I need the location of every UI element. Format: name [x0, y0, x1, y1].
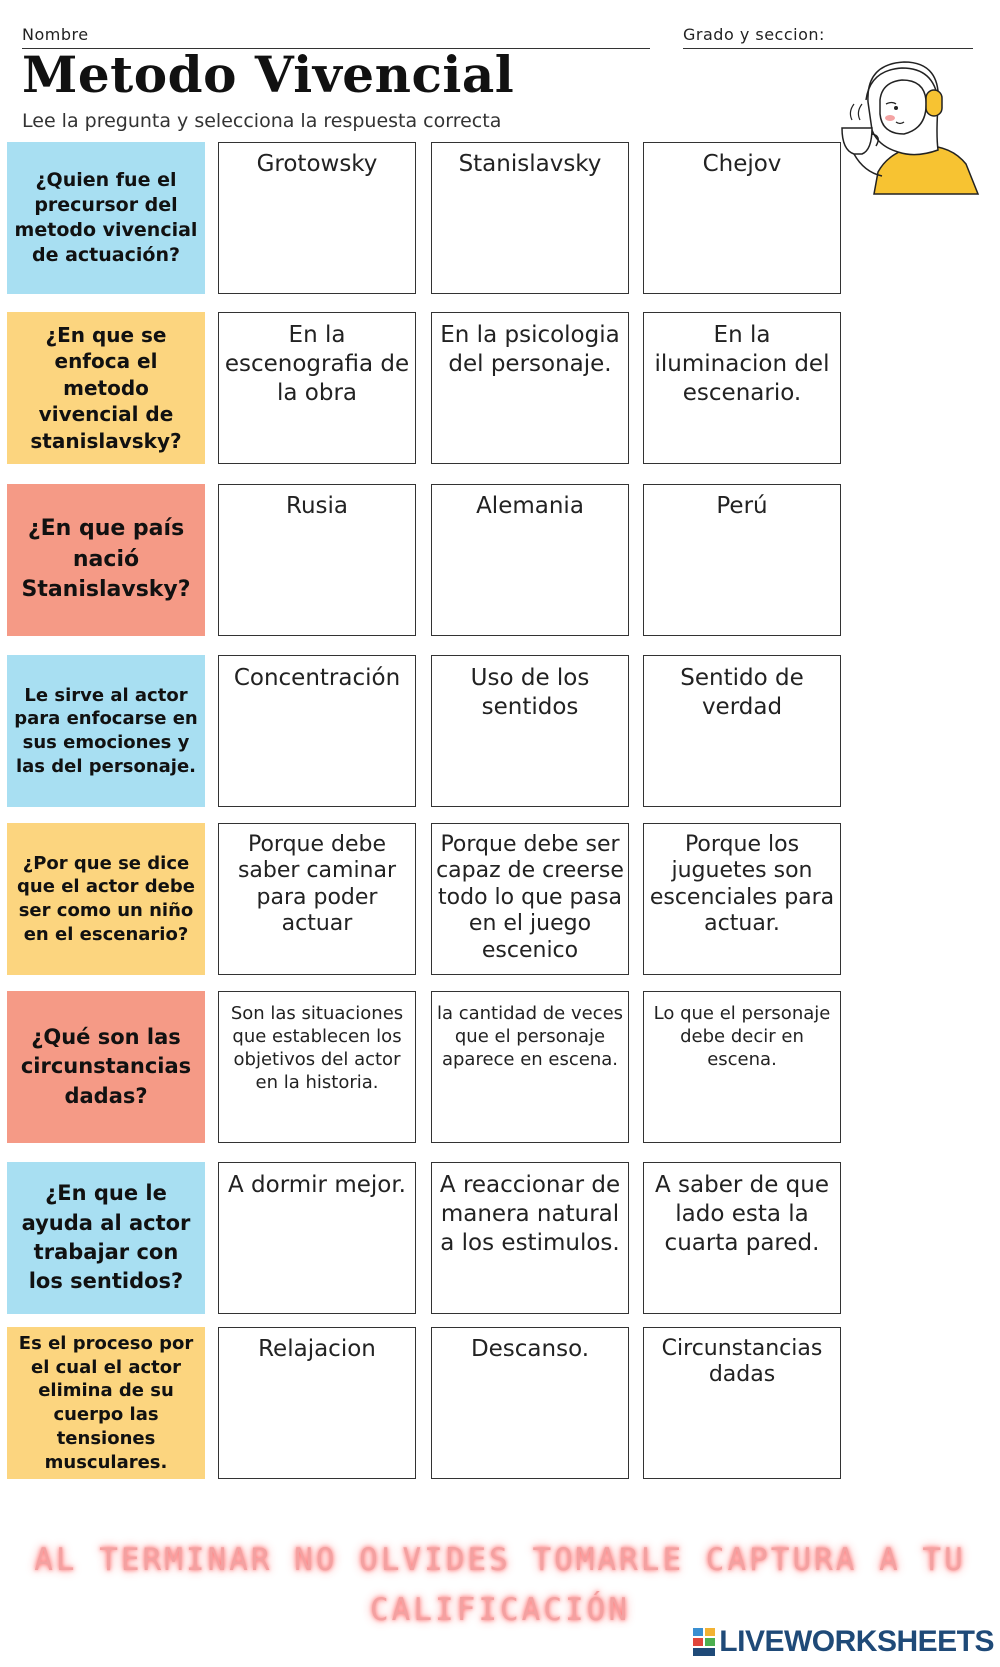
- answer-option-4-2[interactable]: Uso de los sentidos: [431, 655, 629, 807]
- question-5: ¿Por que se dice que el actor debe ser como un niño en el escenario?: [7, 823, 205, 975]
- answer-option-8-3[interactable]: Circunstancias dadas: [643, 1327, 841, 1479]
- answer-option-6-2[interactable]: la cantidad de veces que el personaje aparece en escena.: [431, 991, 629, 1143]
- answer-option-3-2[interactable]: Alemania: [431, 484, 629, 636]
- answer-option-4-3[interactable]: Sentido de verdad: [643, 655, 841, 807]
- answer-option-2-1[interactable]: En la escenografia de la obra: [218, 312, 416, 464]
- footer-reminder-line-2: CALIFICACIÓN: [370, 1592, 630, 1628]
- answer-option-6-1[interactable]: Son las situaciones que establecen los objetivos del actor en la historia.: [218, 991, 416, 1143]
- answer-option-8-1[interactable]: Relajacion: [218, 1327, 416, 1479]
- liveworksheets-brand[interactable]: [693, 1625, 994, 1659]
- answer-option-4-1[interactable]: Concentración: [218, 655, 416, 807]
- instructions-subtitle: Lee la pregunta y selecciona la respuesta correcta: [22, 110, 502, 132]
- answer-option-6-3[interactable]: Lo que el personaje debe decir en escena.: [643, 991, 841, 1143]
- girl-with-headphones-and-coffee-icon: [838, 54, 980, 214]
- answer-option-1-1[interactable]: Grotowsky: [218, 142, 416, 294]
- answer-option-1-2[interactable]: Stanislavsky: [431, 142, 629, 294]
- name-label: Nombre: [22, 25, 89, 44]
- page-title: Metodo Vivencial: [22, 45, 515, 104]
- answer-option-1-3[interactable]: Chejov: [643, 142, 841, 294]
- question-3: ¿En que país nació Stanislavsky?: [7, 484, 205, 636]
- answer-option-2-2[interactable]: En la psicologia del personaje.: [431, 312, 629, 464]
- answer-option-7-2[interactable]: A reaccionar de manera natural a los estimulos.: [431, 1162, 629, 1314]
- answer-option-8-2[interactable]: Descanso.: [431, 1327, 629, 1479]
- answer-option-5-1[interactable]: Porque debe saber caminar para poder actuar: [218, 823, 416, 975]
- answer-option-7-3[interactable]: A saber de que lado esta la cuarta pared.: [643, 1162, 841, 1314]
- question-6: ¿Qué son las circunstancias dadas?: [7, 991, 205, 1143]
- grade-section-line: [683, 48, 973, 49]
- question-2: ¿En que se enfoca el metodo vivencial de stanislavsky?: [7, 312, 205, 464]
- question-7: ¿En que le ayuda al actor trabajar con los sentidos?: [7, 1162, 205, 1314]
- answer-option-5-2[interactable]: Porque debe ser capaz de creerse todo lo que pasa en el juego escenico: [431, 823, 629, 975]
- liveworksheets-logo-icon: [693, 1628, 715, 1656]
- question-1: ¿Quien fue el precursor del metodo vivencial de actuación?: [7, 142, 205, 294]
- answer-option-7-1[interactable]: A dormir mejor.: [218, 1162, 416, 1314]
- footer-reminder: [0, 1535, 1000, 1635]
- answer-option-5-3[interactable]: Porque los juguetes son escenciales para actuar.: [643, 823, 841, 975]
- answer-option-2-3[interactable]: En la iluminacion del escenario.: [643, 312, 841, 464]
- question-8: Es el proceso por el cual el actor elimina de su cuerpo las tensiones musculares.: [7, 1327, 205, 1479]
- brand-name: LIVEWORKSHEETS: [719, 1625, 994, 1658]
- answer-option-3-3[interactable]: Perú: [643, 484, 841, 636]
- answer-option-3-1[interactable]: Rusia: [218, 484, 416, 636]
- footer-reminder-line-1: AL TERMINAR NO OLVIDES TOMARLE CAPTURA A TU: [34, 1542, 966, 1578]
- grade-section-label: Grado y seccion:: [683, 25, 825, 44]
- question-4: Le sirve al actor para enfocarse en sus emociones y las del personaje.: [7, 655, 205, 807]
